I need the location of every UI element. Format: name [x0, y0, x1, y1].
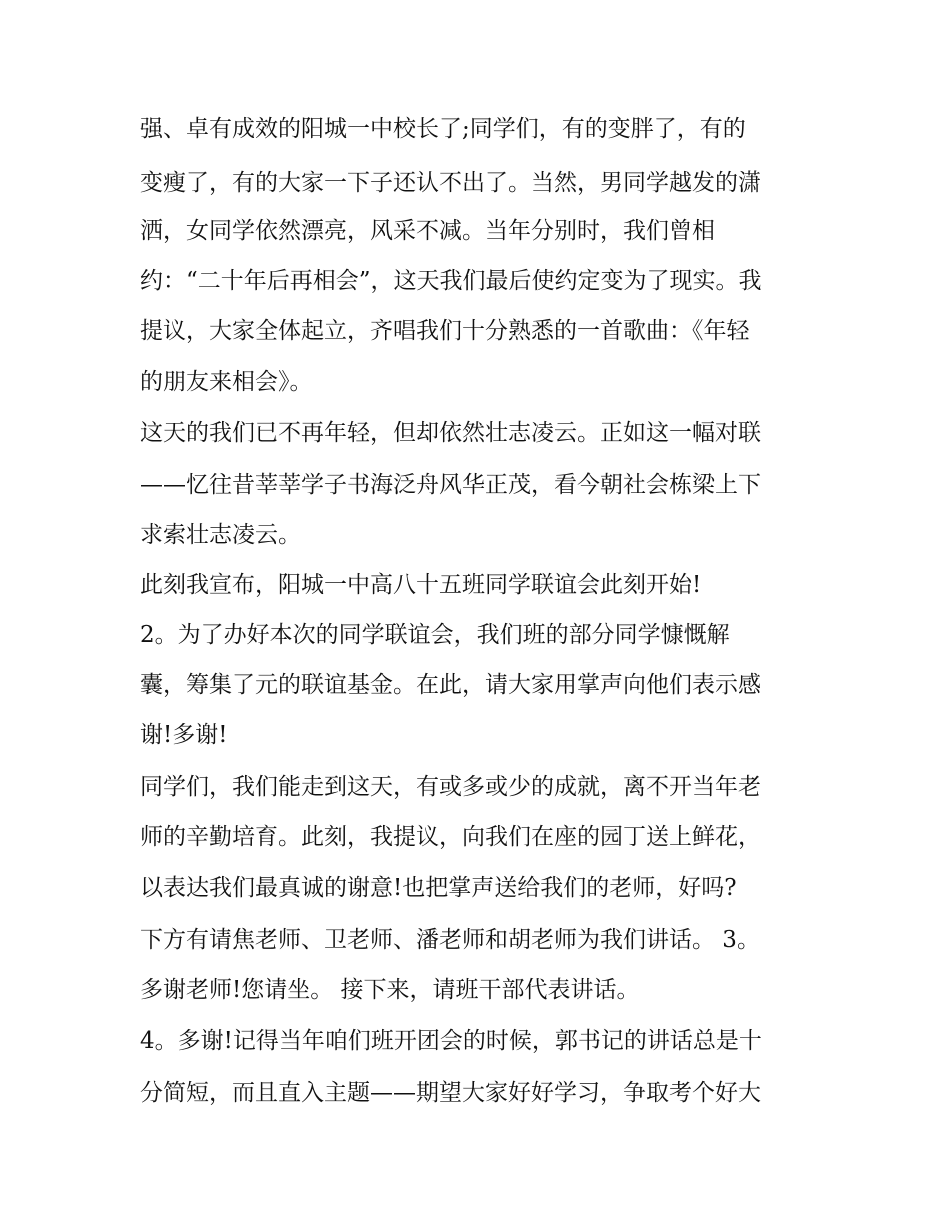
text-line-9: 求索壮志凌云。	[140, 522, 301, 548]
text-line-16: 以表达我们最真诚的谢意!也把掌声送给我们的老师，好吗?	[140, 875, 737, 901]
text-line-4: 约：“二十年后再相会”，这天我们最后使约定变为了现实。我	[140, 268, 762, 294]
text-line-1: 强、卓有成效的阳城一中校长了;同学们，有的变胖了，有的	[140, 116, 746, 142]
text-line-7: 这天的我们已不再年轻，但却依然壮志凌云。正如这一幅对联	[140, 420, 761, 446]
text-line-8: ——忆往昔莘莘学子书海泛舟风华正茂，看今朝社会栋梁上下	[140, 472, 761, 498]
text-line-14: 同学们，我们能走到这天，有或多或少的成就，离不开当年老	[140, 774, 761, 800]
text-line-3: 洒，女同学依然漂亮，风采不减。当年分别时，我们曾相	[140, 218, 715, 244]
text-line-18: 多谢老师!您请坐。 接下来，请班干部代表讲话。	[140, 977, 640, 1003]
text-line-10: 此刻我宣布，阳城一中高八十五班同学联谊会此刻开始!	[140, 572, 702, 598]
text-line-20: 分简短，而且直入主题——期望大家好好学习，争取考个好大	[140, 1080, 761, 1106]
text-line-17: 下方有请焦老师、卫老师、潘老师和胡老师为我们讲话。 3。	[140, 927, 760, 953]
text-line-11: 2。为了办好本次的同学联谊会，我们班的部分同学慷慨解	[140, 622, 730, 648]
text-line-12: 囊，筹集了元的联谊基金。在此，请大家用掌声向他们表示感	[140, 672, 761, 698]
text-line-15: 师的辛勤培育。此刻，我提议，向我们在座的园丁送上鲜花，	[140, 824, 761, 850]
text-line-2: 变瘦了，有的大家一下子还认不出了。当然，男同学越发的潇	[140, 170, 761, 196]
text-line-19: 4。多谢!记得当年咱们班开团会的时候，郭书记的讲话总是十	[140, 1028, 762, 1054]
text-line-5: 提议，大家全体起立，齐唱我们十分熟悉的一首歌曲：《年轻	[140, 318, 750, 344]
text-line-13: 谢!多谢!	[140, 722, 228, 748]
text-line-6: 的朋友来相会》。	[140, 369, 313, 395]
